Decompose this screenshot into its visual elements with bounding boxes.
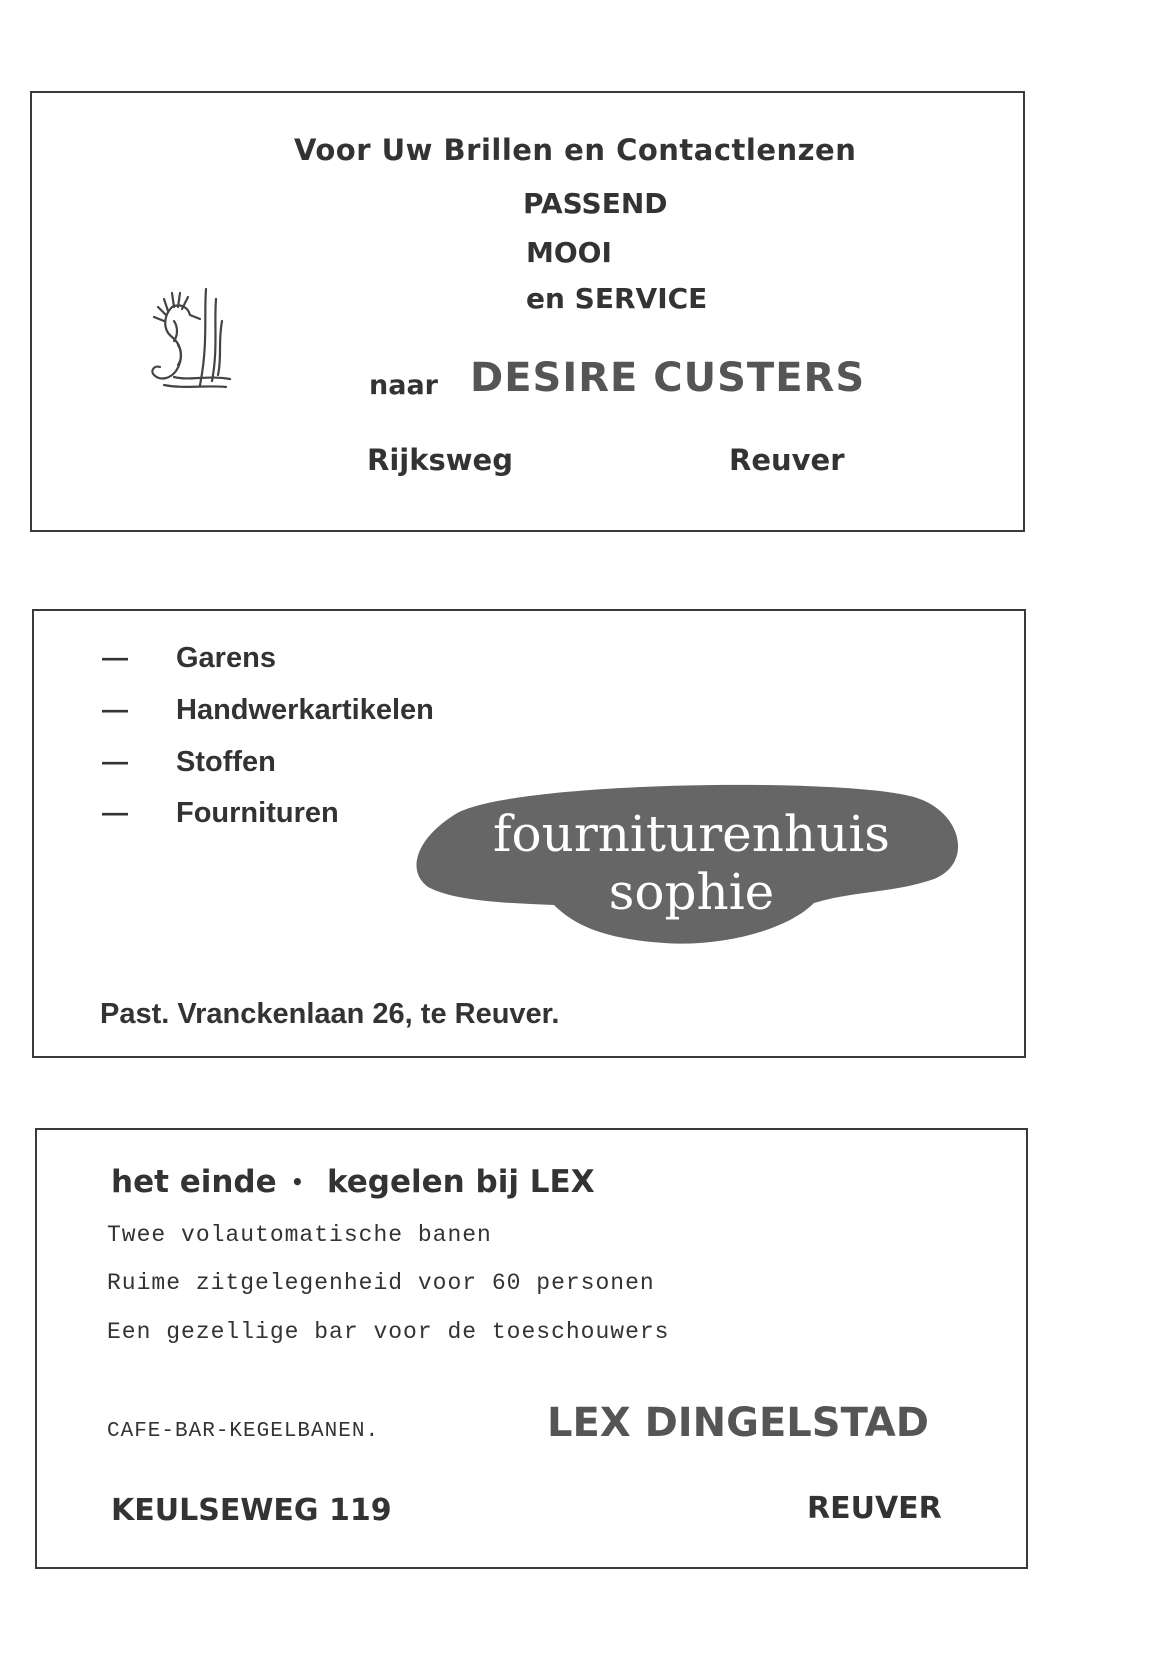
optician-city: Reuver (729, 443, 845, 477)
optician-street: Rijksweg (367, 443, 513, 477)
optician-line-mooi: MOOI (526, 236, 612, 269)
optician-naar: naar (369, 370, 438, 401)
fournituren-advert (32, 609, 1026, 1058)
kegel-line-banen: Twee volautomatische banen (107, 1222, 492, 1248)
kegel-line-zitgelegenheid: Ruime zitgelegenheid voor 60 personen (107, 1270, 655, 1296)
kegel-headline-right: kegelen bij LEX (327, 1164, 595, 1200)
kegel-headline-separator: • (291, 1170, 304, 1194)
list-item-handwerkartikelen: Handwerkartikelen (176, 694, 434, 726)
kegel-street: KEULSEWEG 119 (111, 1493, 392, 1528)
list-item-garens: Garens (176, 642, 276, 674)
optician-name: DESIRE CUSTERS (470, 355, 866, 401)
optician-line-service: en SERVICE (526, 282, 708, 315)
fournituren-address: Past. Vranckenlaan 26, te Reuver. (100, 998, 560, 1030)
optician-headline: Voor Uw Brillen en Contactlenzen (294, 133, 857, 167)
kegel-city: REUVER (807, 1491, 942, 1526)
list-item-fournituren: Fournituren (176, 797, 339, 829)
brand-logo (414, 775, 969, 953)
kegel-owner-name: LEX DINGELSTAD (547, 1400, 929, 1446)
list-dash: — (102, 746, 128, 776)
list-dash: — (102, 797, 128, 827)
brand-name-line2: sophie (608, 863, 775, 921)
kegel-line-bar: Een gezellige bar voor de toeschouwers (107, 1319, 670, 1345)
brand-name-line1: fourniturenhuis (493, 805, 890, 863)
list-dash: — (102, 694, 128, 724)
kegel-category: CAFE-BAR-KEGELBANEN. (107, 1420, 380, 1443)
seahorse-icon (134, 285, 234, 405)
kegelbaan-advert (35, 1128, 1028, 1569)
list-dash: — (102, 642, 128, 672)
list-item-stoffen: Stoffen (176, 746, 276, 778)
optician-advert (30, 91, 1025, 532)
optician-line-passend: PASSEND (523, 187, 668, 220)
kegel-headline-left: het einde (111, 1164, 277, 1200)
